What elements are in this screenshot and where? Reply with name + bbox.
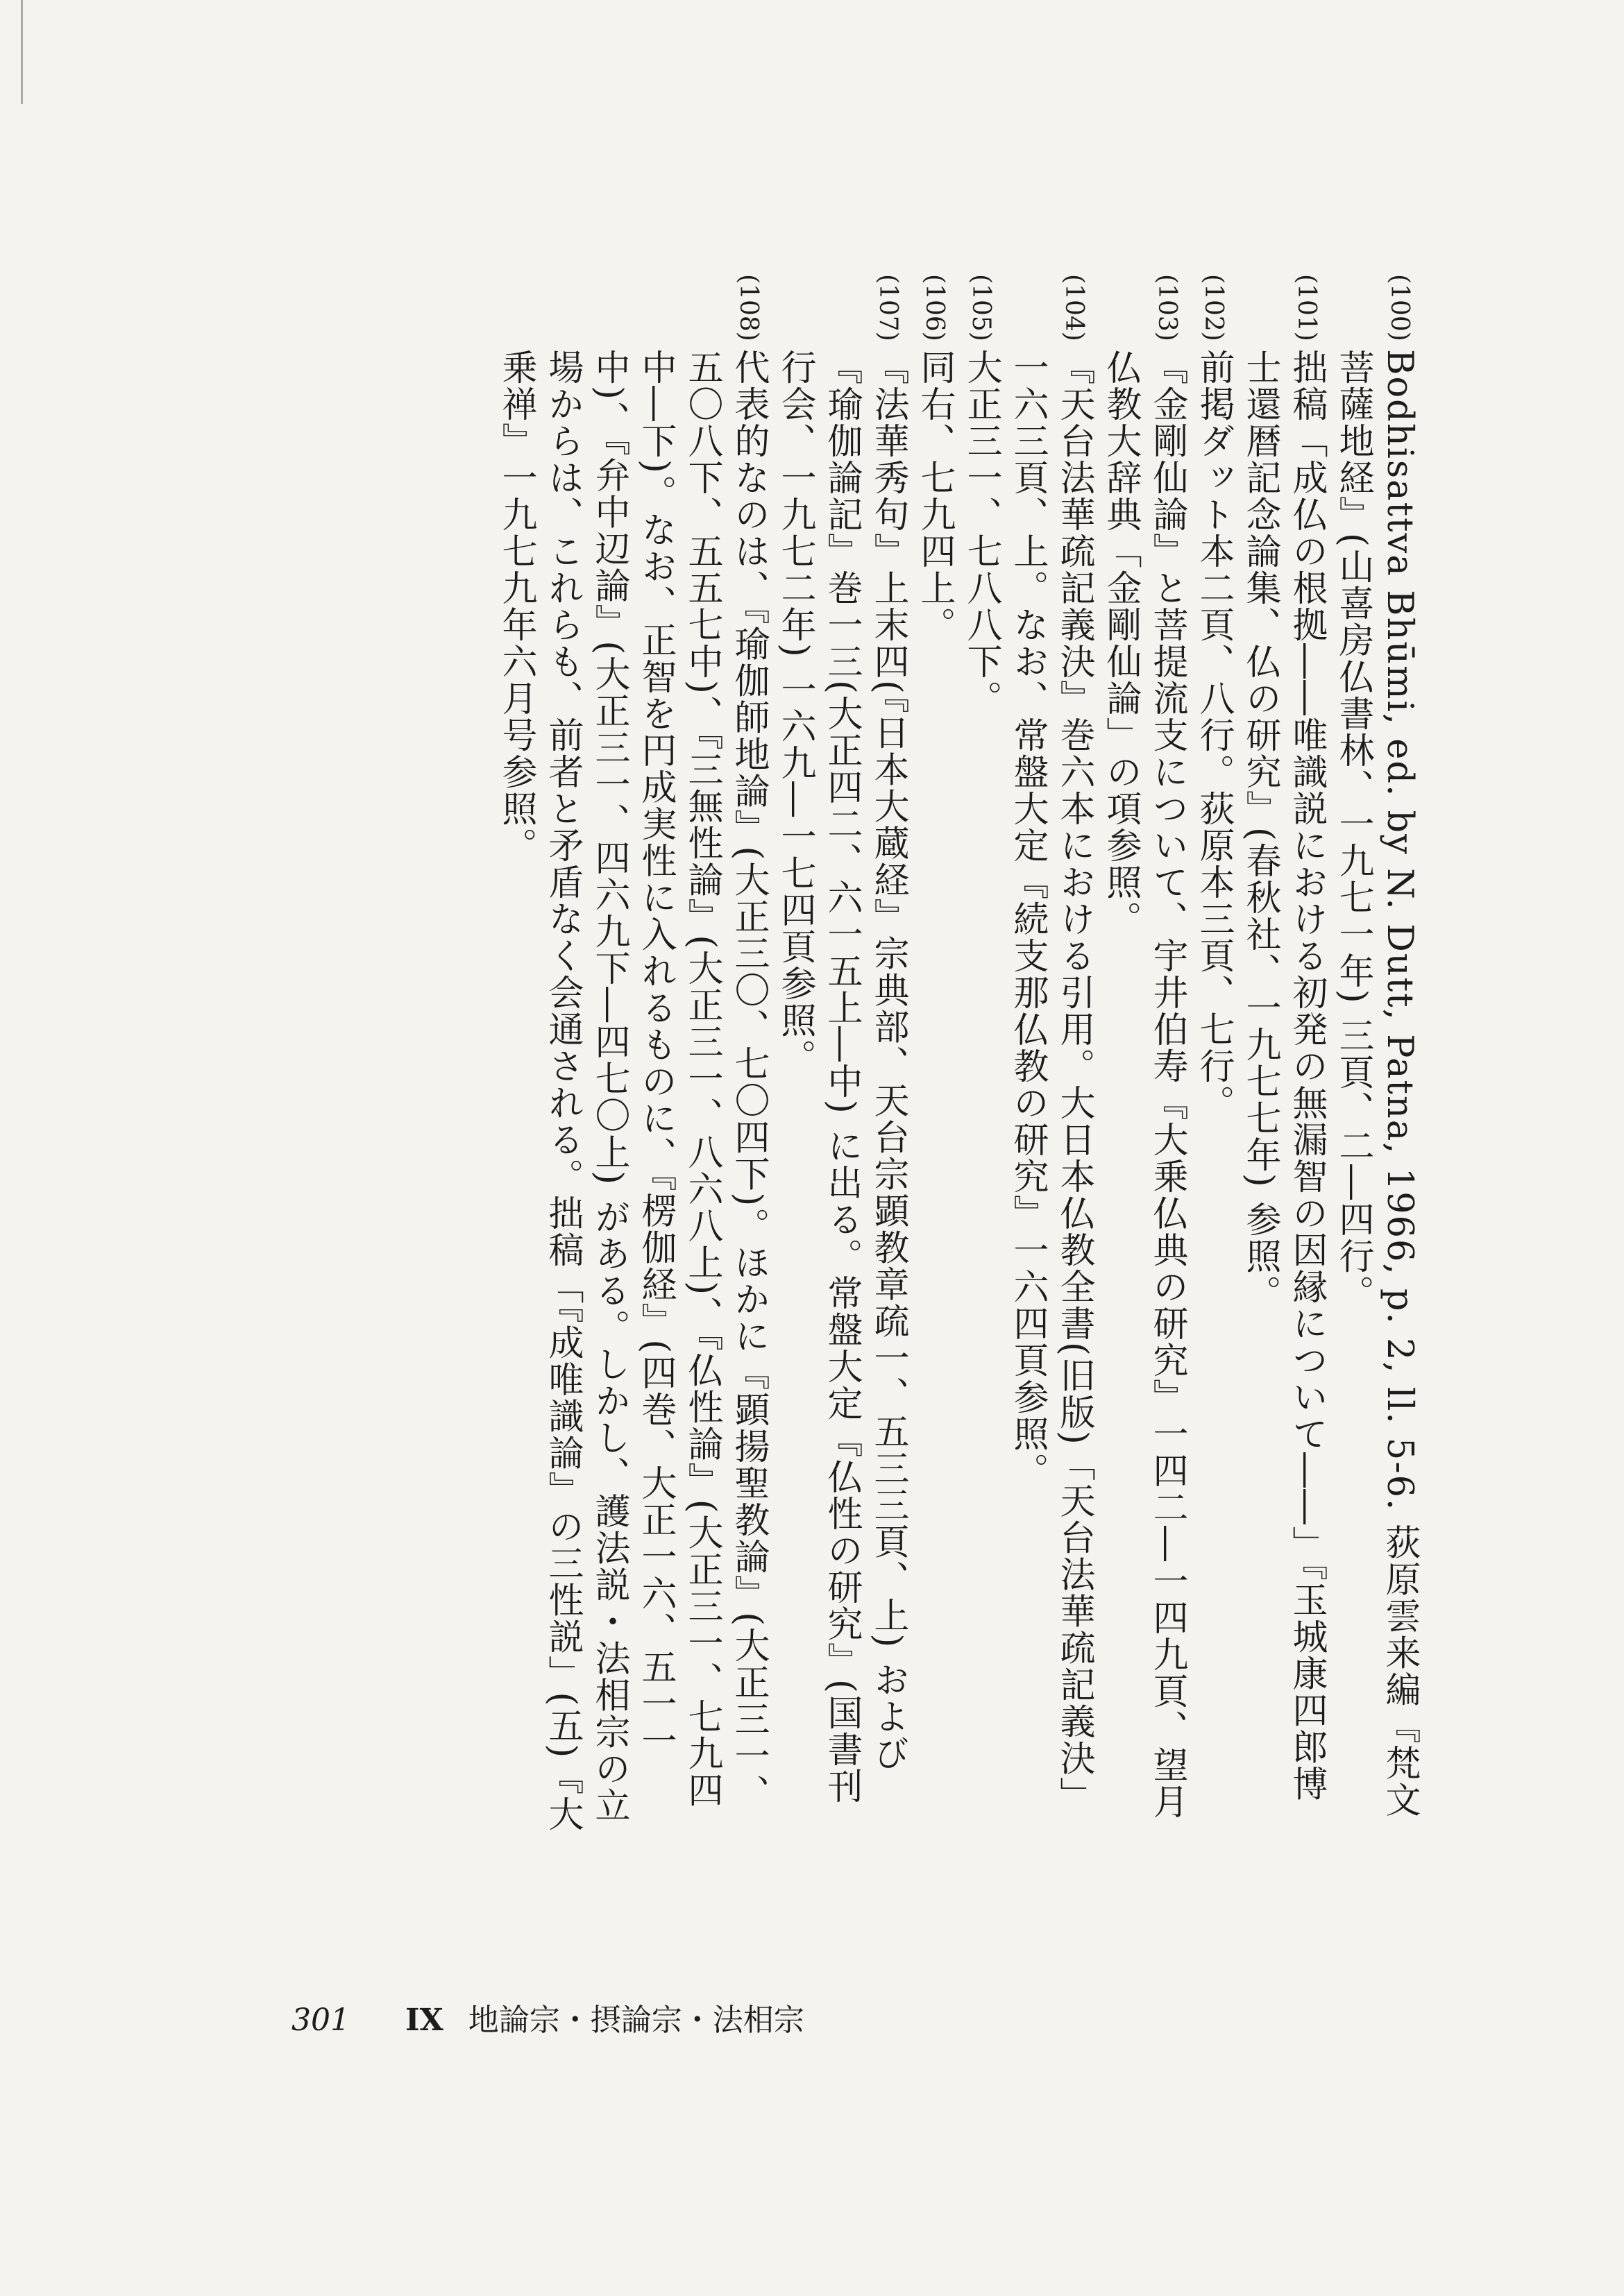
note-text: 『金剛仙論』と菩提流支について、宇井伯寿『大乗仏典の研究』一四二―一四九頁、望月仏教大辞典「金剛仙論」の項参照。 [1100,349,1187,1820]
note-106 [911,274,958,1835]
note-text: 同右、七九四上。 [914,349,955,643]
note-number: (102) [1199,274,1228,341]
note-text: Bodhisattva Bhūmi, ed. by N. Dutt, Patna, 1966, p. 2, ll. 5-6. 荻原雲来編『梵文菩薩地経』(山喜房仏書林、一九七一年) 三頁、二―四行。 [1333,349,1420,1819]
page-footer [291,1995,804,2039]
note-text: 『法華秀句』上末四(『日本大蔵経』宗典部、天台宗顕教章疏一、五三三頁、上) および『瑜伽論記』巻一三(大正四二、六一五上―中) に出る。常盤大定『仏性の研究』(国書刊行会、一九七二年) 一六九―一七四頁参照。 [775,349,908,1805]
note-text: 拙稿「成仏の根拠――唯識説における初発の無漏智の因縁について――」『玉城康四郎博士還暦記念論集、仏の研究』(春秋社、一九七七年) 参照。 [1240,349,1327,1803]
note-103 [1097,274,1190,1835]
note-text: 前掲ダット本二頁、八行。荻原本三頁、七行。 [1193,349,1234,1121]
note-101 [1237,274,1330,1835]
note-text: 代表的なのは、『瑜伽師地論』(大正三〇、七〇四下)。ほかに『顕揚聖教論』(大正三一、五〇八下、五五七中)、『三無性論』(大正三一、八六八上)、『仏性論』(大正三一、七九四中―下)。なお、正智を円成実性に入れるものに、『楞伽経』(四巻、大正一六、五一一中)、『弁中辺論』(大正三一、四六九下―四七〇上) がある。しかし、護法説・法相宗の立場からは、これらも、前者と矛盾なく会通される。拙稿「『成唯識論』の三性説」(五)『大乗禅』一九七九年六月号参照。 [496,349,769,1833]
note-107 [772,274,911,1835]
notes-column-block [493,274,1423,1835]
note-104 [1004,274,1097,1835]
note-text: 『天台法華疏記義決』巻六本における引用。大日本仏教全書(旧版)「天台法華疏記義決」一六三頁、上。なお、常盤大定『続支那仏教の研究』一六四頁参照。 [1007,349,1094,1814]
note-number: (105) [967,274,995,341]
chapter-title: 地論宗・摂論宗・法相宗 [468,2002,804,2038]
note-number: (101) [1292,274,1321,341]
note-number: (106) [920,274,949,341]
note-100 [1330,274,1423,1835]
note-number: (100) [1385,274,1414,341]
note-number: (108) [734,274,763,341]
note-108 [493,274,772,1835]
note-number: (107) [874,274,902,341]
chapter-numeral: IX [405,2002,443,2038]
page-number: 301 [291,2002,350,2038]
note-text: 大正三一、七八八下。 [961,349,1001,717]
note-105 [958,274,1004,1835]
note-number: (103) [1153,274,1181,341]
scan-edge-line [21,0,23,104]
note-number: (104) [1060,274,1088,341]
note-102 [1190,274,1237,1835]
